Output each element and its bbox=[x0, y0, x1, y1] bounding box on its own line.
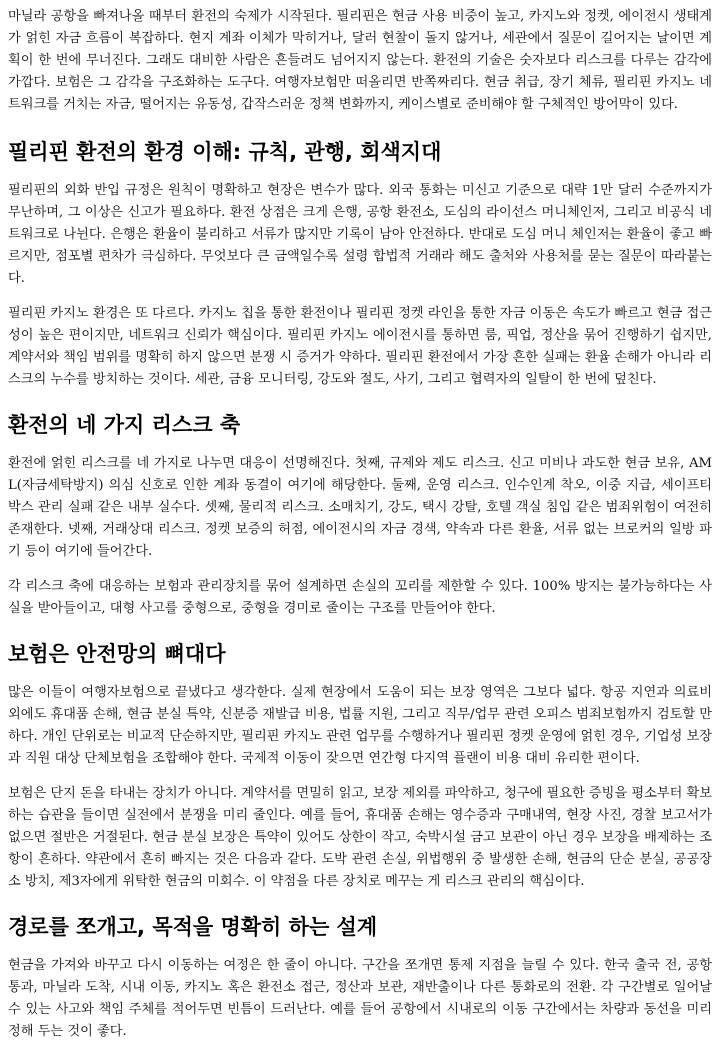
section-route-design bbox=[8, 913, 712, 1043]
section-paragraph: 필리핀 카지노 환경은 또 다르다. 카지노 칩을 통한 환전이나 필리핀 정켓 라인을 통한 자금 이동은 속도가 빠르고 현금 접근성이 높은 편이지만, 네트워크 신뢰가 핵심이다. 필리핀 카지노 에이전시를 통하면 룸, 픽업, 정산을 묶어 진행하기 쉽지만, 계약서와 책임 범위를 명확히 하지 않으면 분쟁 시 증거가 약하다. 필리핀 환전에서 가장 흔한 실패는 환율 손해가 아니라 리스크의 누수를 방치하는 것이다. 세관, 금융 모니터링, 강도와 절도, 사기, 그리고 협력자의 일탈이 한 번에 덮친다. bbox=[8, 306, 712, 387]
section-paragraph: 환전에 얽힌 리스크를 네 가지로 나누면 대응이 선명해진다. 첫째, 규제와 제도 리스크. 신고 미비나 과도한 현금 보유, AML(자금세탁방지) 의심 신호로 인한 계좌 동결이 여기에 해당한다. 둘째, 운영 리스크. 인수인계 착오, 이중 지급, 세이프티 박스 관리 실패 같은 내부 실수다. 셋째, 물리적 리스크. 소매치기, 강도, 택시 강탈, 호텔 객실 침입 같은 범죄위험이 여전히 존재한다. 넷째, 거래상대 리스크. 정켓 보증의 허점, 에이전시의 자금 경색, 약속과 다른 환율, 서류 없는 브로커의 일방 파기 등이 여기에 들어간다. bbox=[8, 456, 712, 559]
section-heading: 보험은 안전망의 뼈대다 bbox=[8, 642, 226, 666]
section-paragraph: 많은 이들이 여행자보험으로 끝냈다고 생각한다. 실제 현장에서 도움이 되는 보장 영역은 그보다 넓다. 항공 지연과 의료비 외에도 휴대품 손해, 현금 분실 특약, 신분증 재발급 비용, 법률 지원, 그리고 직무/업무 관련 오피스 범죄보험까지 검토할 만하다. 개인 단위로는 비교적 단순하지만, 필리핀 카지노 관련 업무를 수행하거나 필리핀 정켓 운영에 얽힌 경우, 기업성 보장과 직원 대상 단체보험을 조합해야 한다. 국제적 이동이 잦으면 연간형 다지역 플랜이 비용 대비 유리한 편이다. bbox=[8, 685, 712, 766]
section-insurance-backbone bbox=[8, 640, 712, 893]
section-paragraph: 각 리스크 축에 대응하는 보험과 관리장치를 묶어 설계하면 손실의 꼬리를 제한할 수 있다. 100% 방지는 불가능하다는 사실을 받아들이고, 대형 사고를 중형으로, 중형을 경미로 줄이는 구조를 만들어야 한다. bbox=[8, 579, 712, 616]
intro-paragraph: 마닐라 공항을 빠져나올 때부터 환전의 숙제가 시작된다. 필리핀은 현금 사용 비중이 높고, 카지노와 정켓, 에이전시 생태계가 얽힌 자금 흐름이 복잡하다. 현지 계좌 이체가 막히거나, 달러 현찰이 돌지 않거나, 세관에서 질문이 길어지는 날이면 계획이 한 번에 무너진다. 그래도 대비한 사람은 흔들려도 넘어지지 않는다. 환전의 기술은 숫자보다 리스크를 다루는 감각에 가깝다. 보험은 그 감각을 구조화하는 도구다. 여행자보험만 떠올리면 반쪽짜리다. 현금 취급, 장기 체류, 필리핀 카지노 네트워크를 거치는 자금, 떨어지는 유동성, 갑작스러운 정책 변화까지, 케이스별로 준비해야 할 구체적인 방어막이 있다. bbox=[8, 9, 713, 112]
section-heading: 필리핀 환전의 환경 이해: 규칙, 관행, 회색지대 bbox=[8, 140, 442, 164]
section-paragraph: 필리핀의 외화 반입 규정은 원칙이 명확하고 현장은 변수가 많다. 외국 통화는 미신고 기준으로 대략 1만 달러 수준까지가 무난하며, 그 이상은 신고가 필요하다. 환전 상점은 크게 은행, 공항 환전소, 도심의 라이선스 머니체인저, 그리고 비공식 네트워크로 나뉜다. 은행은 환율이 불리하고 서류가 많지만 기록이 남아 안전하다. 반대로 도심 머니 체인저는 환율이 좋고 빠르지만, 점포별 편차가 극심하다. 무엇보다 큰 금액일수록 설령 합법적 거래라 해도 출처와 사용처를 묻는 질문이 따라붙는다. bbox=[8, 183, 712, 286]
section-heading: 경로를 쪼개고, 목적을 명확히 하는 설계 bbox=[8, 915, 378, 939]
section-heading: 환전의 네 가지 리스크 축 bbox=[8, 413, 241, 437]
section-four-risk-axes bbox=[8, 411, 712, 620]
section-paragraph: 보험은 단지 돈을 타내는 장치가 아니다. 계약서를 면밀히 읽고, 보장 제외를 파악하고, 청구에 필요한 증빙을 평소부터 확보하는 습관을 들이면 실전에서 분쟁을 미리 줄인다. 예를 들어, 휴대품 손해는 영수증과 구매내역, 현장 사진, 경찰 보고서가 없으면 절반은 거절된다. 현금 분실 보장은 특약이 있어도 상한이 작고, 숙박시설 금고 보관이 아닌 경우 보장을 배제하는 조항이 흔하다. 약관에서 흔히 빠지는 것은 다음과 같다. 도박 관련 손실, 위법행위 중 발생한 손해, 현금의 단순 분실, 공공장소 방치, 제3자에게 위탁한 현금의 미회수. 이 약점을 다른 장치로 메꾸는 게 리스크 관리의 핵심이다. bbox=[8, 786, 712, 889]
section-exchange-environment bbox=[8, 138, 712, 391]
section-paragraph: 현금을 가져와 바꾸고 다시 이동하는 여정은 한 줄이 아니다. 구간을 쪼개면 통제 지점을 늘릴 수 있다. 한국 출국 전, 공항 통과, 마닐라 도착, 시내 이동, 카지노 혹은 환전소 접근, 정산과 보관, 재반출이나 다른 통화로의 전환. 각 구간별로 일어날 수 있는 사고와 책임 주체를 적어두면 빈틈이 드러난다. 예를 들어 공항에서 시내로의 이동 구간에서는 차량과 동선을 미리 정해 두는 것이 좋다. bbox=[8, 958, 712, 1039]
